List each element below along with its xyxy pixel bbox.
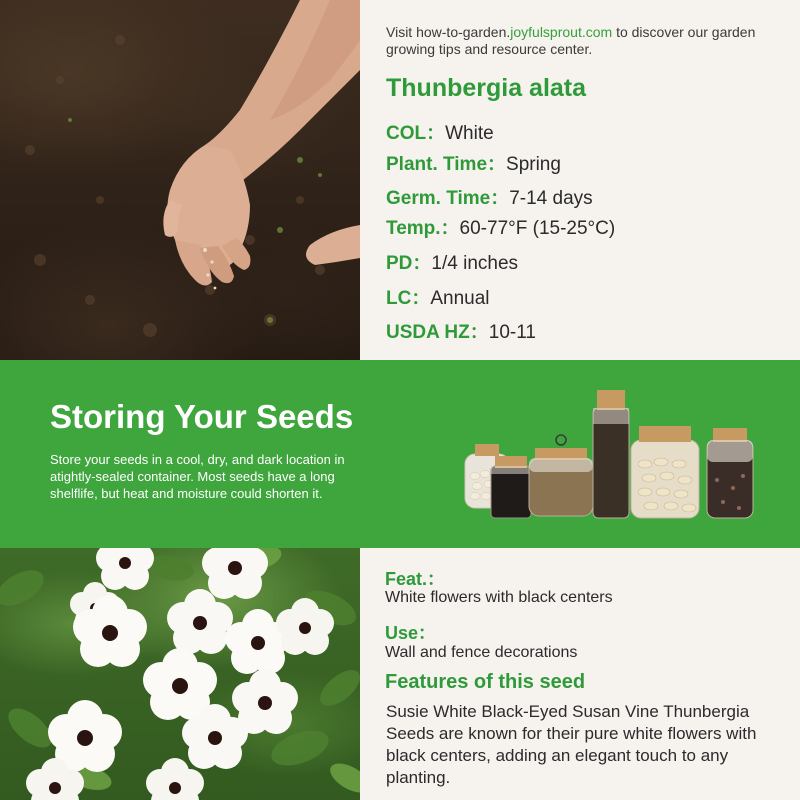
storing-seeds-banner (0, 360, 800, 548)
spec-temperature (386, 213, 615, 240)
spec-color-label: COL： (386, 123, 446, 144)
top-section (0, 0, 800, 360)
storing-title: Storing Your Seeds (50, 398, 354, 435)
spec-color (386, 118, 494, 145)
features-heading: Features of this seed (385, 671, 586, 693)
jar-mixed-seeds (707, 428, 753, 518)
spec-life-cycle (386, 283, 490, 310)
spec-planting-depth-label: PD： (386, 253, 432, 274)
spec-usda-zone-value: 10-11 (488, 322, 536, 343)
intro-prefix: Visit how-to-garden. (386, 24, 511, 40)
features-panel (360, 548, 800, 800)
feat-value: White flowers with black centers (385, 589, 613, 606)
spec-plant-time (386, 149, 561, 176)
seed-jars-image (455, 384, 765, 524)
spec-planting-depth-value: 1/4 inches (431, 253, 519, 274)
spec-temperature-value: 60-77°F (15-25°C) (459, 218, 616, 239)
plant-name: Thunbergia alata (386, 74, 587, 102)
website-link[interactable]: joyfulsprout.com (510, 24, 613, 40)
use-value: Wall and fence decorations (385, 644, 578, 661)
plant-info-panel (360, 0, 800, 360)
soil-hand-photo (0, 0, 360, 360)
intro-suffix: to discover our garden growing tips and resource center. (386, 24, 756, 57)
spec-planting-depth (386, 248, 518, 275)
jar-pumpkin-seeds (631, 426, 699, 518)
storing-text: Store your seeds in a cool, dry, and dark location in atightly-sealed container. Most seeds have a long shelflife, but heat and moisture could shorten it. (50, 452, 345, 501)
spec-germ-time (386, 183, 593, 210)
jar-black-seeds (491, 456, 531, 518)
jar-tall-dark-seeds (593, 390, 629, 518)
spec-temperature-label: Temp.： (386, 218, 460, 239)
spec-life-cycle-label: LC： (386, 288, 431, 309)
spec-usda-zone (386, 317, 536, 344)
spec-plant-time-label: Plant. Time： (386, 154, 507, 175)
feat-label: Feat.： (385, 569, 446, 589)
jar-brown-seeds (529, 435, 593, 516)
spec-germ-time-label: Germ. Time： (386, 188, 510, 209)
intro-text (386, 24, 786, 58)
spec-germ-time-value: 7-14 days (509, 188, 593, 209)
spec-life-cycle-value: Annual (430, 288, 490, 309)
spec-usda-zone-label: USDA HZ： (386, 322, 489, 343)
white-flowers-photo (0, 548, 360, 800)
use-label: Use： (385, 623, 437, 643)
features-description: Susie White Black-Eyed Susan Vine Thunbergia Seeds are known for their pure white flowers with black centers, adding an elegant touch to any planting. (386, 702, 757, 787)
spec-color-value: White (445, 123, 494, 144)
spec-plant-time-value: Spring (506, 154, 561, 175)
